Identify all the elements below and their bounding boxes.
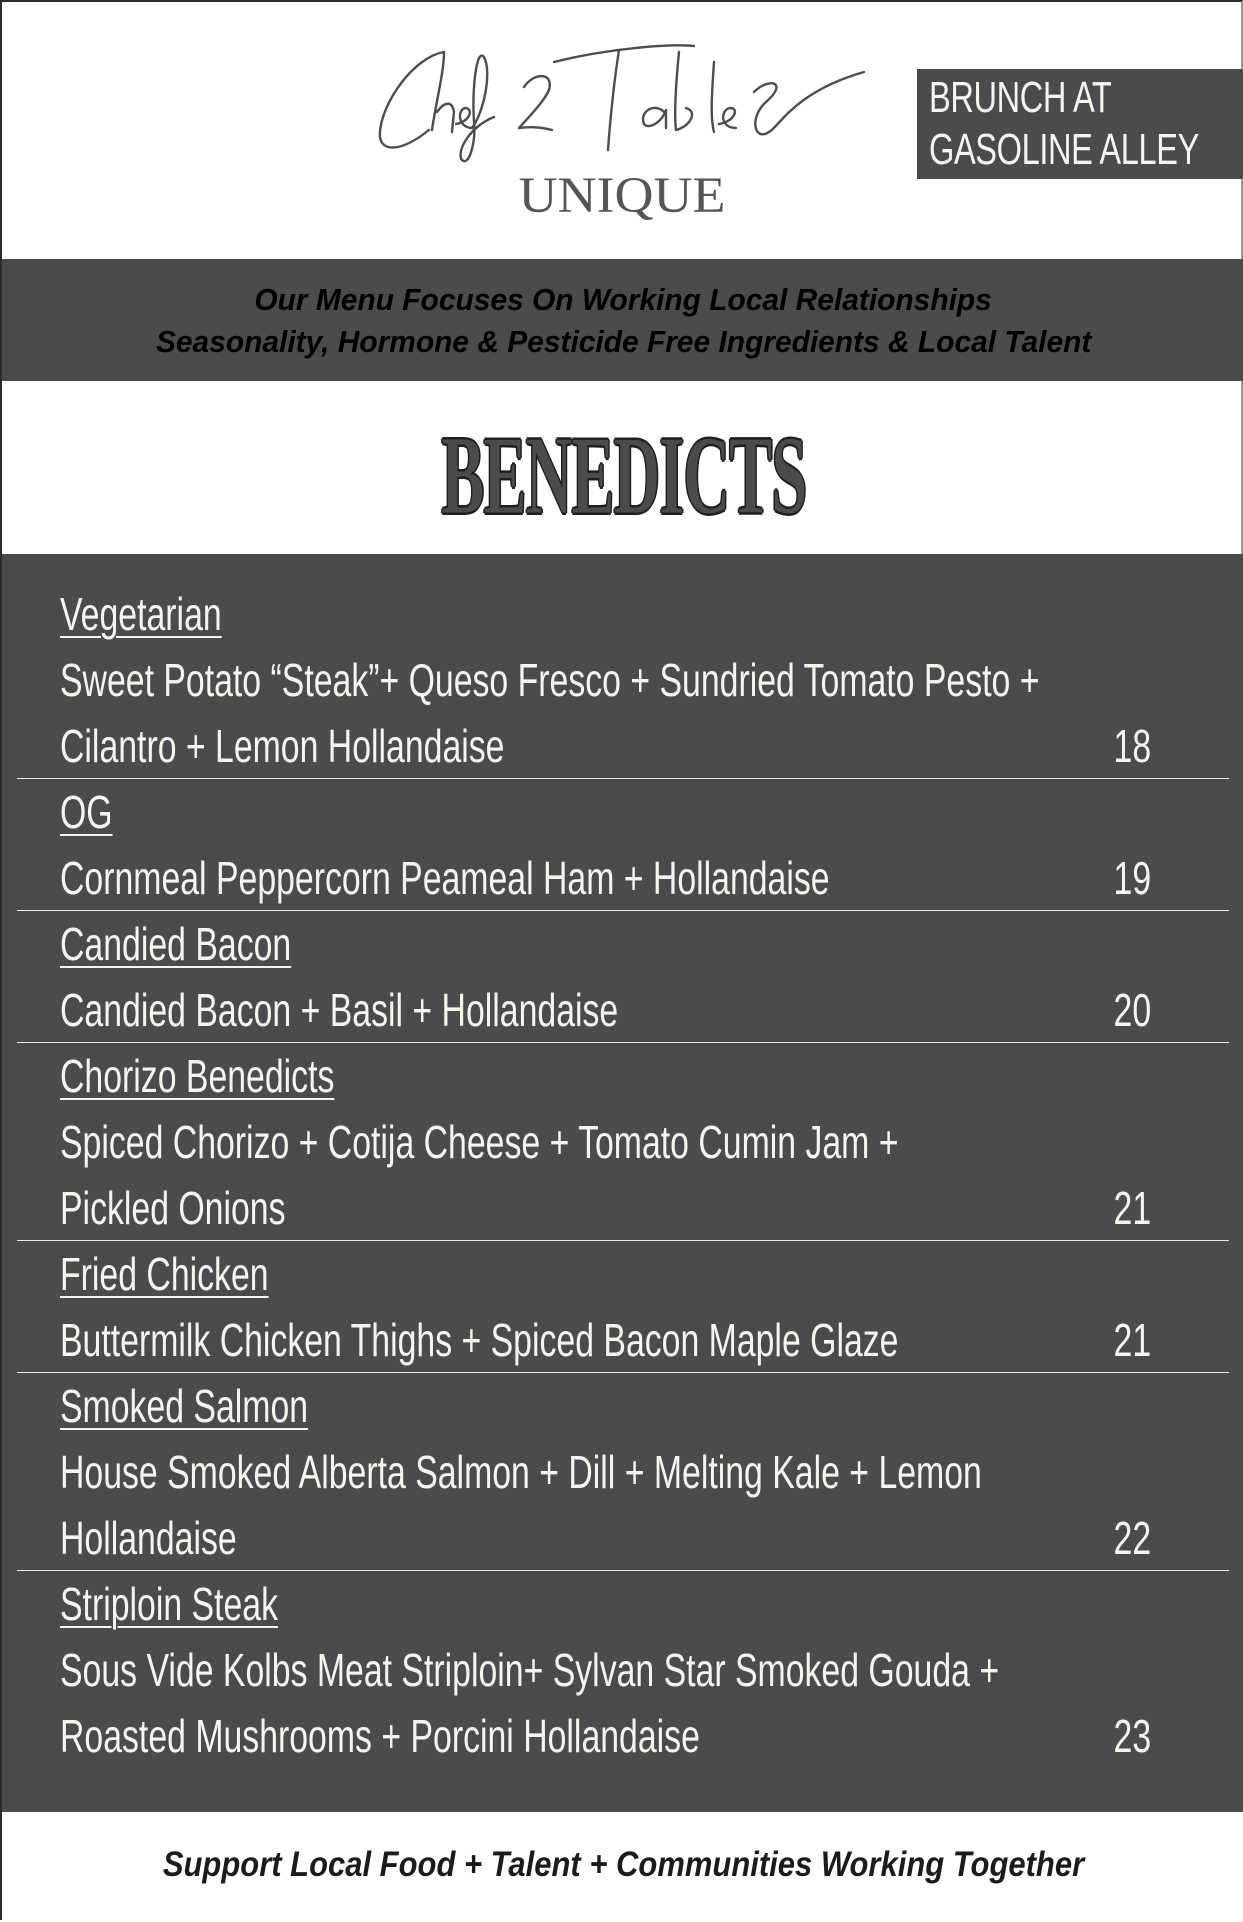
footer-text: Support Local Food + Talent + Communities Working Together [162,1845,1085,1884]
item-description: Roasted Mushrooms + Porcini Hollandaise [60,1710,700,1762]
item-name: OG [60,786,113,838]
menu-item [2,1372,1243,1570]
item-title-row [2,1042,1243,1108]
item-desc-row [2,646,1243,712]
tagline-line-1 [2,282,1243,318]
badge-line-1: BRUNCH AT [929,73,1112,122]
item-price: 21 [1113,1182,1151,1234]
menu-panel [2,554,1243,1812]
item-desc-row [2,976,1243,1042]
item-description: Sous Vide Kolbs Meat Striploin+ Sylvan Star Smoked Gouda + [60,1644,1000,1696]
menu-item [2,1570,1243,1768]
item-description: Candied Bacon + Basil + Hollandaise [60,984,619,1036]
menu-item [2,778,1243,910]
item-description: Cilantro + Lemon Hollandaise [60,720,505,772]
tagline-text-2: Seasonality, Hormone & Pesticide Free Ingredients & Local Talent [155,324,1092,359]
item-price: 19 [1113,852,1151,904]
item-title-row [2,778,1243,844]
item-description: Pickled Onions [60,1182,286,1234]
item-desc-row [2,1438,1243,1504]
item-price: 20 [1113,984,1151,1036]
item-title-row [2,1570,1243,1636]
item-name: Fried Chicken [60,1248,269,1300]
section-heading [2,414,1243,538]
item-desc-row [2,1504,1243,1570]
logo-script-wordmark [374,32,874,167]
item-title-row [2,580,1243,646]
menu-item [2,1240,1243,1372]
item-description: Buttermilk Chicken Thighs + Spiced Bacon Maple Glaze [60,1314,899,1366]
item-description: Cornmeal Peppercorn Peameal Ham + Hollandaise [60,852,830,904]
tagline-band [2,259,1243,381]
footer-slogan [2,1845,1243,1885]
item-price: 21 [1113,1314,1151,1366]
menu-item [2,910,1243,1042]
tagline-text-1: Our Menu Focuses On Working Local Relationships [254,282,993,317]
menu-item [2,580,1243,778]
item-price: 22 [1113,1512,1151,1564]
item-name: Chorizo Benedicts [60,1050,335,1102]
item-desc-row [2,1702,1243,1768]
badge-line-2: GASOLINE ALLEY [929,125,1199,174]
item-price: 18 [1113,720,1151,772]
item-name: Smoked Salmon [60,1380,309,1432]
item-description: House Smoked Alberta Salmon + Dill + Melting Kale + Lemon [60,1446,982,1498]
item-title-row [2,1240,1243,1306]
logo-subtitle: UNIQUE [518,166,726,224]
item-title-row [2,1372,1243,1438]
item-desc-row [2,1108,1243,1174]
item-description: Sweet Potato “Steak”+ Queso Fresco + Sundried Tomato Pesto + [60,654,1040,706]
menu-item [2,1042,1243,1240]
item-desc-row [2,1306,1243,1372]
tagline-line-2 [2,324,1243,360]
location-badge [917,69,1243,179]
item-name: Vegetarian [60,588,222,640]
item-name: Candied Bacon [60,918,292,970]
item-price: 23 [1113,1710,1151,1762]
item-name: Striploin Steak [60,1578,279,1630]
item-description: Spiced Chorizo + Cotija Cheese + Tomato Cumin Jam + [60,1116,899,1168]
item-desc-row [2,1636,1243,1702]
item-desc-row [2,712,1243,778]
item-description: Hollandaise [60,1512,237,1564]
item-desc-row [2,1174,1243,1240]
section-title: BENEDICTS [440,414,807,538]
menu-list [2,580,1243,1768]
item-title-row [2,910,1243,976]
item-desc-row [2,844,1243,910]
